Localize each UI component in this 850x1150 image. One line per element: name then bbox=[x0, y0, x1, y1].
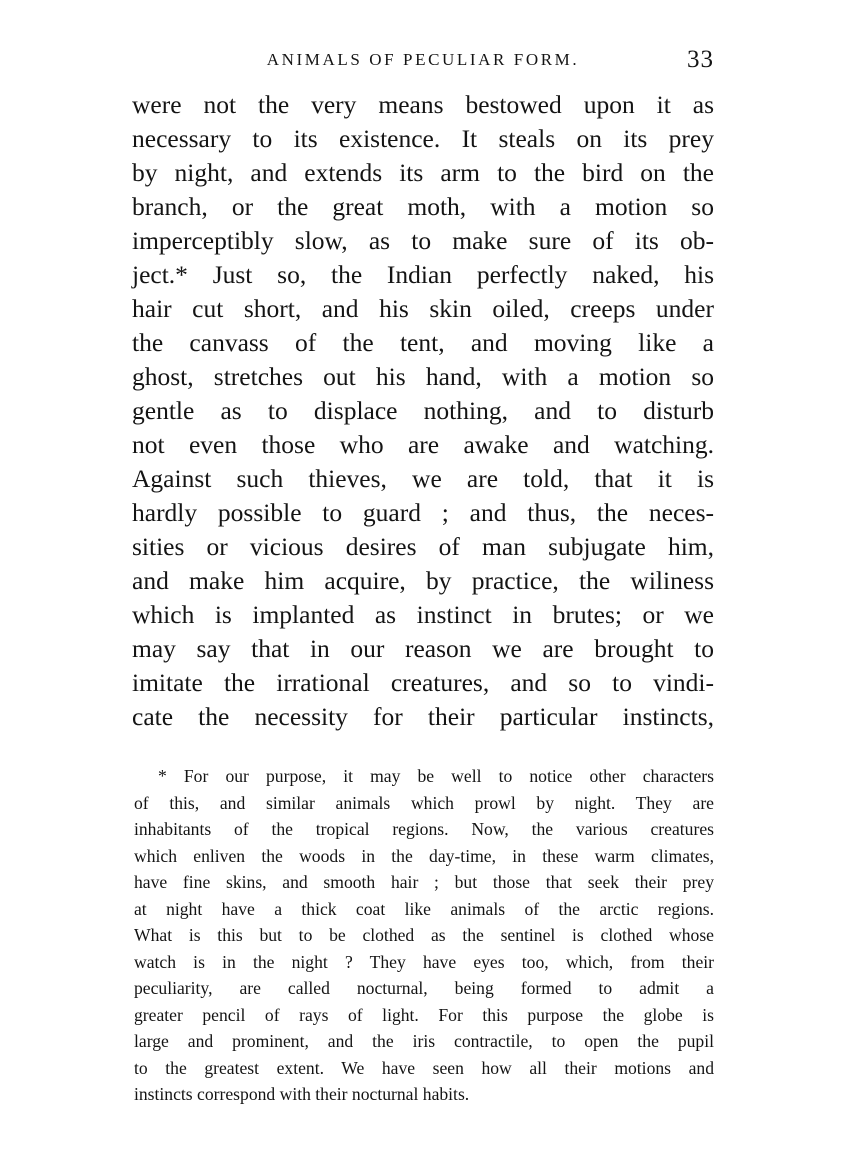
body-line: may say that in our reason we are brought to bbox=[132, 634, 714, 663]
body-line: gentle as to displace nothing, and to disturb bbox=[132, 396, 714, 425]
footnote-line: peculiarity, are called nocturnal, being formed to admit a bbox=[134, 978, 714, 998]
body-line: not even those who are awake and watching. bbox=[132, 430, 714, 459]
body-line: imitate the irrational creatures, and so to vindi- bbox=[132, 668, 714, 697]
body-line: sities or vicious desires of man subjugate him, bbox=[132, 532, 714, 561]
page-number: 33 bbox=[687, 46, 714, 73]
body-line: branch, or the great moth, with a motion so bbox=[132, 192, 714, 221]
running-title: ANIMALS OF PECULIAR FORM. bbox=[266, 50, 580, 69]
body-line: which is implanted as instinct in brutes; or we bbox=[132, 600, 714, 629]
footnote-line: of this, and similar animals which prowl by night. They are bbox=[134, 792, 714, 813]
footnote-line: at night have a thick coat like animals of the arctic regions. bbox=[134, 898, 714, 919]
body-line: cate the necessity for their particular instincts, bbox=[132, 702, 714, 731]
footnote-line: inhabitants of the tropical regions. Now, the various creatures bbox=[134, 819, 714, 839]
body-line: and make him acquire, by practice, the wiliness bbox=[132, 566, 714, 595]
footnote bbox=[134, 763, 714, 1108]
footnote-line: which enliven the woods in the day-time, in these warm climates, bbox=[134, 845, 714, 866]
footnote-line: to the greatest extent. We have seen how all their motions and bbox=[134, 1057, 714, 1078]
footnote-line: * For our purpose, it may be well to notice other characters bbox=[158, 766, 714, 786]
footnote-line: large and prominent, and the iris contractile, to open the pupil bbox=[134, 1031, 714, 1051]
body-line: imperceptibly slow, as to make sure of its ob- bbox=[132, 226, 714, 255]
footnote-line: What is this but to be clothed as the sentinel is clothed whose bbox=[134, 925, 714, 945]
body-line: hardly possible to guard ; and thus, the neces- bbox=[132, 498, 714, 527]
footnote-line: have fine skins, and smooth hair ; but those that seek their prey bbox=[134, 872, 714, 892]
footnote-line: instincts correspond with their nocturnal habits. bbox=[134, 1084, 470, 1104]
body-line: necessary to its existence. It steals on its prey bbox=[132, 124, 714, 153]
body-line: the canvass of the tent, and moving like a bbox=[132, 328, 714, 357]
footnote-line: greater pencil of rays of light. For this purpose the globe is bbox=[134, 1004, 714, 1025]
body-line: Against such thieves, we are told, that it is bbox=[132, 464, 714, 493]
footnote-line: watch is in the night ? They have eyes too, which, from their bbox=[134, 951, 714, 972]
body-line: ject.* Just so, the Indian perfectly naked, his bbox=[132, 260, 714, 289]
body-line: were not the very means bestowed upon it as bbox=[132, 90, 714, 119]
body-line: hair cut short, and his skin oiled, creeps under bbox=[132, 294, 714, 323]
running-head bbox=[132, 46, 714, 76]
body-text bbox=[132, 88, 714, 734]
body-line: by night, and extends its arm to the bird on the bbox=[132, 158, 714, 187]
body-line: ghost, stretches out his hand, with a motion so bbox=[132, 362, 714, 391]
